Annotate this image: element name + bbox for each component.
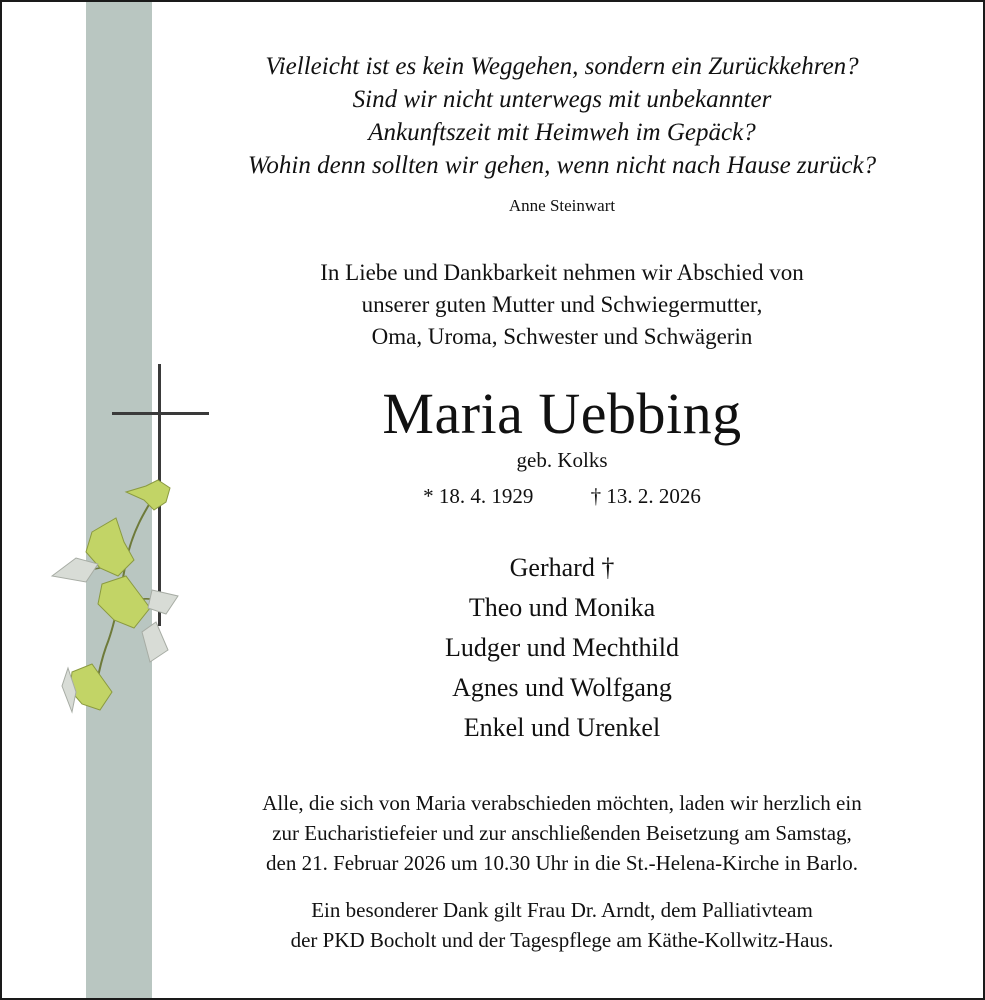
poem-line: Vielleicht ist es kein Weggehen, sondern ein Zurückkehren? [265,53,859,80]
intro-line: Oma, Uroma, Schwester und Schwägerin [371,324,753,349]
birth-date: * 18. 4. 1929 [423,484,534,508]
death-date: † 13. 2. 2026 [590,484,701,508]
family-member: Ludger und Mechthild [445,633,679,662]
deceased-name: Maria Uebbing [382,381,742,446]
intro-text [162,257,962,353]
thanks-line: der PKD Bocholt und der Tagespflege am Käthe-Kollwitz-Haus. [290,928,834,952]
poem-line: Ankunftszeit mit Heimweh im Gepäck? [368,119,756,146]
poem-author: Anne Steinwart [508,196,616,215]
intro-line: In Liebe und Dankbarkeit nehmen wir Abschied von [320,260,804,285]
invitation-text [162,788,962,878]
family-member: Enkel und Urenkel [463,713,661,742]
poem [162,50,962,182]
invitation-line: den 21. Februar 2026 um 10.30 Uhr in die St.-Helena-Kirche in Barlo. [266,851,858,875]
invitation-line: zur Eucharistiefeier und zur anschließenden Beisetzung am Samstag, [272,821,852,845]
birth-name: geb. Kolks [516,448,608,472]
family-list [162,548,962,748]
life-dates [162,484,962,509]
invitation-line: Alle, die sich von Maria verabschieden möchten, laden wir herzlich ein [262,791,862,815]
intro-line: unserer guten Mutter und Schwiegermutter, [361,292,763,317]
poem-line: Sind wir nicht unterwegs mit unbekannter [352,86,772,113]
thanks-line: Ein besonderer Dank gilt Frau Dr. Arndt, dem Palliativteam [311,898,813,922]
family-member: Agnes und Wolfgang [452,673,672,702]
family-member: Theo und Monika [468,593,656,622]
poem-line: Wohin denn sollten wir gehen, wenn nicht nach Hause zurück? [247,152,877,179]
family-member: Gerhard † [509,553,615,582]
thanks-text [162,895,962,955]
